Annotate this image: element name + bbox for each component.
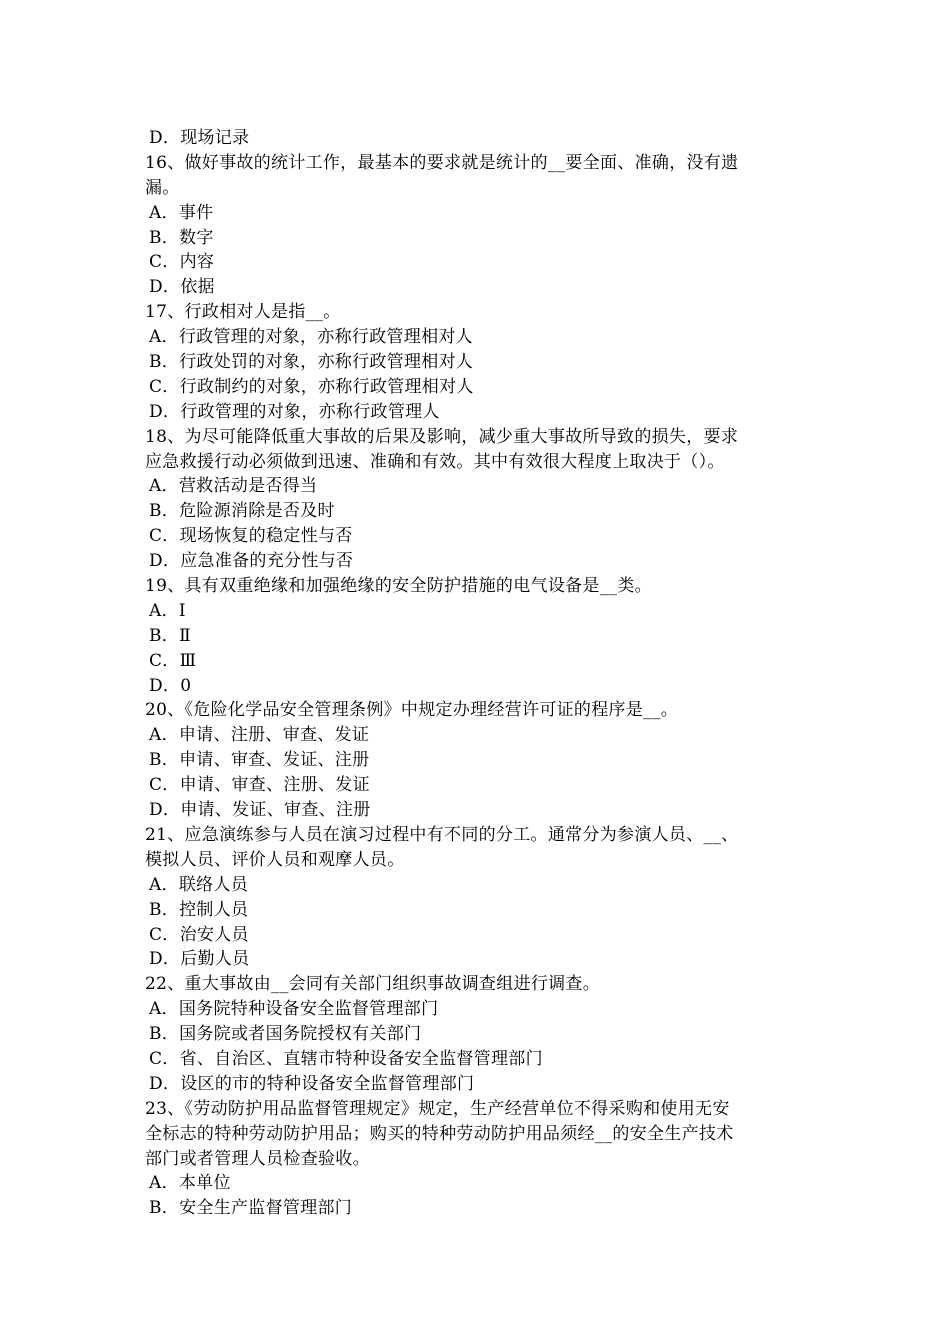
option-line: A．联络人员 bbox=[149, 874, 249, 895]
question-line: 16、做好事故的统计工作，最基本的要求就是统计的__要全面、准确，没有遗 bbox=[145, 152, 739, 173]
option-line: B．行政处罚的对象，亦称行政管理相对人 bbox=[149, 352, 474, 373]
option-line: D．依据 bbox=[149, 277, 215, 298]
question-line: 19、具有双重绝缘和加强绝缘的安全防护措施的电气设备是__类。 bbox=[145, 576, 652, 597]
question-line: 漏。 bbox=[145, 177, 180, 198]
option-line: A．国务院特种设备安全监督管理部门 bbox=[149, 999, 439, 1020]
option-line: D．后勤人员 bbox=[149, 949, 250, 970]
question-line: 22、重大事故由__会同有关部门组织事故调查组进行调查。 bbox=[145, 974, 601, 995]
option-line: D．设区的市的特种设备安全监督管理部门 bbox=[149, 1073, 475, 1094]
option-line: A．申请、注册、审查、发证 bbox=[149, 725, 370, 746]
option-line: A．Ⅰ bbox=[149, 600, 186, 621]
option-line: B．危险源消除是否及时 bbox=[149, 501, 335, 522]
question-line: 17、行政相对人是指__。 bbox=[145, 302, 341, 323]
option-line: C．申请、审查、注册、发证 bbox=[149, 775, 370, 796]
option-line: A．行政管理的对象，亦称行政管理相对人 bbox=[149, 327, 473, 348]
question-line: 21、应急演练参与人员在演习过程中有不同的分工。通常分为参演人员、__、 bbox=[145, 824, 739, 845]
option-line: C．Ⅲ bbox=[149, 650, 197, 671]
question-line: 全标志的特种劳动防护用品；购买的特种劳动防护用品须经__的安全生产技术 bbox=[145, 1123, 734, 1144]
option-line: B．国务院或者国务院授权有关部门 bbox=[149, 1024, 422, 1045]
option-line: B．申请、审查、发证、注册 bbox=[149, 750, 370, 771]
question-line: 18、为尽可能降低重大事故的后果及影响，减少重大事故所导致的损失，要求 bbox=[145, 426, 739, 447]
option-line: D．应急准备的充分性与否 bbox=[149, 551, 354, 572]
option-line: B．数字 bbox=[149, 227, 214, 248]
option-line: C．省、自治区、直辖市特种设备安全监督管理部门 bbox=[149, 1048, 543, 1069]
option-line: A．本单位 bbox=[149, 1173, 231, 1194]
option-line: C．治安人员 bbox=[149, 924, 249, 945]
option-line: C．行政制约的对象，亦称行政管理相对人 bbox=[149, 376, 474, 397]
option-line: C．内容 bbox=[149, 252, 215, 273]
option-line: A．营救活动是否得当 bbox=[149, 476, 318, 497]
option-line: C．现场恢复的稳定性与否 bbox=[149, 526, 353, 547]
option-line: A．事件 bbox=[149, 202, 214, 223]
option-line: B．安全生产监督管理部门 bbox=[149, 1198, 353, 1219]
document-page bbox=[145, 126, 810, 1221]
option-line: B．Ⅱ bbox=[149, 625, 191, 646]
option-line: D．行政管理的对象，亦称行政管理人 bbox=[149, 401, 440, 422]
question-line: 23、《劳动防护用品监督管理规定》规定，生产经营单位不得采购和使用无安 bbox=[145, 1098, 730, 1119]
question-line: 部门或者管理人员检查验收。 bbox=[145, 1148, 370, 1169]
question-line: 模拟人员、评价人员和观摩人员。 bbox=[145, 849, 405, 870]
option-line: D．现场记录 bbox=[149, 128, 250, 148]
option-line: D．0 bbox=[149, 675, 192, 696]
question-line: 20、《危险化学品安全管理条例》中规定办理经营许可证的程序是__。 bbox=[145, 700, 679, 721]
option-line: D．申请、发证、审查、注册 bbox=[149, 800, 371, 821]
option-line: B．控制人员 bbox=[149, 899, 249, 920]
question-line: 应急救援行动必须做到迅速、准确和有效。其中有效很大程度上取决于（）。 bbox=[145, 451, 725, 472]
